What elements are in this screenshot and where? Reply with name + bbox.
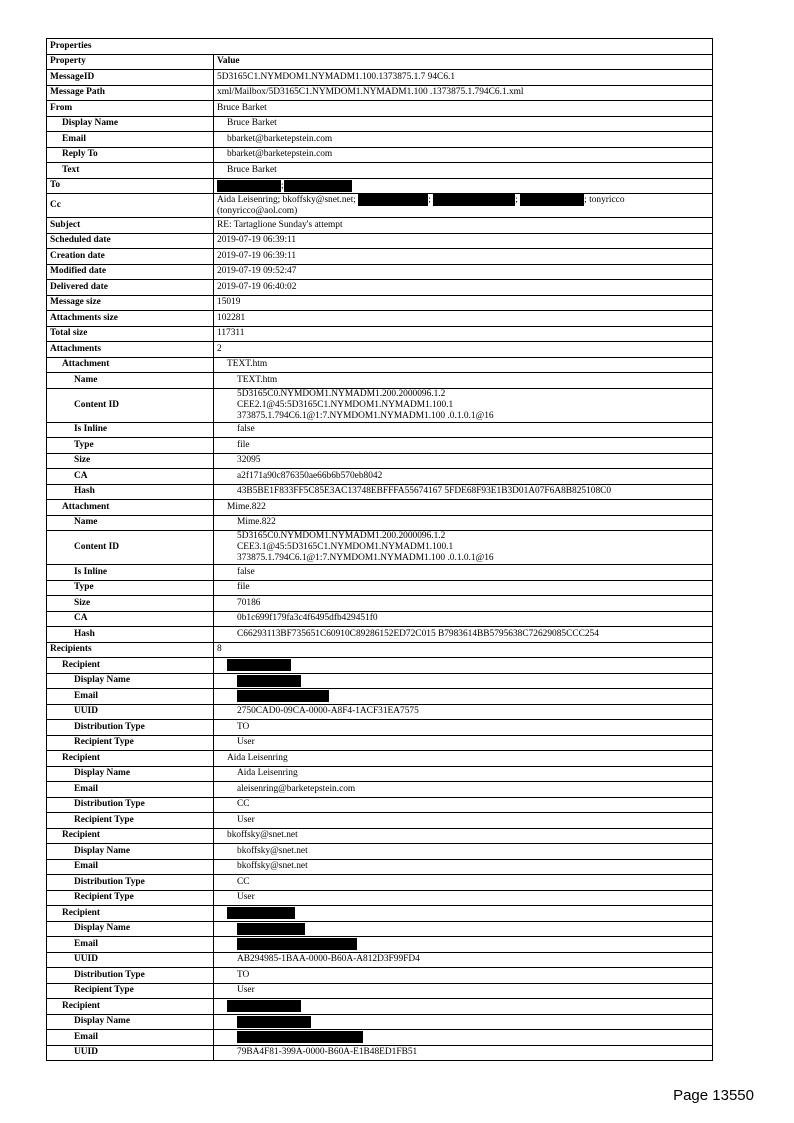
table-row <box>47 484 713 500</box>
property-value: AB294985-1BAA-0000-B60A-A812D3F99FD4 <box>214 952 713 968</box>
table-row <box>47 828 713 844</box>
property-name: Email <box>47 1030 214 1046</box>
redaction-block <box>433 194 515 206</box>
property-name: Distribution Type <box>47 720 214 736</box>
redaction-block <box>237 690 329 702</box>
table-row <box>47 766 713 782</box>
table-row <box>47 906 713 922</box>
table-row <box>47 565 713 581</box>
property-name: Is Inline <box>47 422 214 438</box>
property-name: Scheduled date <box>47 233 214 249</box>
cc-line <box>217 194 709 206</box>
redaction-block <box>237 1031 363 1043</box>
property-name: Recipient Type <box>47 813 214 829</box>
property-value <box>214 658 713 674</box>
table-row <box>47 580 713 596</box>
table-row <box>47 611 713 627</box>
property-name: Display Name <box>47 116 214 132</box>
property-value: 8 <box>214 642 713 658</box>
property-name: Hash <box>47 627 214 643</box>
table-row <box>47 500 713 516</box>
property-value: TEXT.htm <box>214 373 713 389</box>
property-name: Subject <box>47 218 214 234</box>
property-value: 0b1c699f179fa3c4f6495dfb429451f0 <box>214 611 713 627</box>
property-value: 2019-07-19 06:39:11 <box>214 233 713 249</box>
content-id-line: 373875.1.794C6.1@1:7.NYMDOM1.NYMADM1.100 .0.1.0.1@16 <box>237 553 494 564</box>
property-value <box>214 531 713 565</box>
redaction-block <box>520 194 584 206</box>
property-value: a2f171a90c876350ae66b6b570eb8042 <box>214 469 713 485</box>
property-value: Bruce Barket <box>214 101 713 117</box>
property-name: Message Path <box>47 85 214 101</box>
property-name: Email <box>47 859 214 875</box>
property-name: UUID <box>47 952 214 968</box>
property-name: Recipient <box>47 999 214 1015</box>
property-name: From <box>47 101 214 117</box>
property-name: Creation date <box>47 249 214 265</box>
property-value <box>214 921 713 937</box>
header-property: Property <box>47 54 214 70</box>
property-name: Display Name <box>47 1014 214 1030</box>
property-name: Attachments size <box>47 311 214 327</box>
table-row <box>47 264 713 280</box>
table-row <box>47 658 713 674</box>
redaction-block <box>227 907 295 919</box>
redaction-block <box>227 1000 301 1012</box>
cc-text: ; tonyricco <box>584 195 625 206</box>
property-name: Total size <box>47 326 214 342</box>
property-value: User <box>214 735 713 751</box>
redaction-block <box>227 659 291 671</box>
property-value: false <box>214 565 713 581</box>
table-row <box>47 875 713 891</box>
property-name: Type <box>47 580 214 596</box>
cc-line: (tonyricco@aol.com) <box>217 206 298 217</box>
property-name: Delivered date <box>47 280 214 296</box>
separator: ; <box>515 195 518 206</box>
property-value: bbarket@barketepstein.com <box>214 147 713 163</box>
property-name: Distribution Type <box>47 968 214 984</box>
table-row <box>47 194 713 218</box>
table-row <box>47 968 713 984</box>
table-row <box>47 751 713 767</box>
table-row <box>47 782 713 798</box>
property-name: Email <box>47 689 214 705</box>
table-row <box>47 132 713 148</box>
table-row <box>47 326 713 342</box>
table-row <box>47 515 713 531</box>
property-name: Is Inline <box>47 565 214 581</box>
content-id-line: 373875.1.794C6.1@1:7.NYMDOM1.NYMADM1.100 .0.1.0.1@16 <box>237 410 494 421</box>
property-value: 2 <box>214 342 713 358</box>
property-value <box>214 1030 713 1046</box>
property-value: TEXT.htm <box>214 357 713 373</box>
property-name: UUID <box>47 1045 214 1061</box>
table-row <box>47 85 713 101</box>
property-value: User <box>214 983 713 999</box>
table-row <box>47 453 713 469</box>
property-name: Size <box>47 596 214 612</box>
table-row <box>47 295 713 311</box>
table-row <box>47 720 713 736</box>
table-row <box>47 1014 713 1030</box>
property-value: file <box>214 580 713 596</box>
property-value: C66293113BF735651C60910C89286152ED72C015 B7983614BB5795638C72629085CCC254 <box>214 627 713 643</box>
property-name: Recipients <box>47 642 214 658</box>
property-value <box>214 388 713 422</box>
separator: ; <box>428 195 431 206</box>
property-value: Aida Leisenring <box>214 766 713 782</box>
table-row <box>47 1045 713 1061</box>
table-row <box>47 469 713 485</box>
property-value: User <box>214 813 713 829</box>
property-value: file <box>214 438 713 454</box>
table-row <box>47 689 713 705</box>
header-value: Value <box>214 54 713 70</box>
property-name: Recipient Type <box>47 735 214 751</box>
property-value <box>214 1014 713 1030</box>
table-row <box>47 937 713 953</box>
table-row <box>47 280 713 296</box>
property-name: Size <box>47 453 214 469</box>
table-row <box>47 422 713 438</box>
table-row <box>47 116 713 132</box>
property-value: CC <box>214 875 713 891</box>
separator: ; <box>281 180 284 191</box>
property-name: CA <box>47 611 214 627</box>
table-row <box>47 147 713 163</box>
table-row <box>47 373 713 389</box>
property-value: CC <box>214 797 713 813</box>
property-name: Display Name <box>47 766 214 782</box>
table-row <box>47 531 713 565</box>
table-row <box>47 1030 713 1046</box>
property-name: Text <box>47 163 214 179</box>
table-row <box>47 642 713 658</box>
property-name: Attachment <box>47 500 214 516</box>
property-value: Aida Leisenring <box>214 751 713 767</box>
property-value: 102281 <box>214 311 713 327</box>
property-value: 32095 <box>214 453 713 469</box>
property-name: Distribution Type <box>47 875 214 891</box>
table-row <box>47 797 713 813</box>
table-row <box>47 813 713 829</box>
property-name: Recipient Type <box>47 983 214 999</box>
property-value: Mime.822 <box>214 500 713 516</box>
table-row <box>47 438 713 454</box>
redaction-block <box>237 938 357 950</box>
page-number: Page 13550 <box>673 1087 754 1104</box>
property-name: Cc <box>47 194 214 218</box>
property-name: Email <box>47 782 214 798</box>
property-value: RE: Tartaglione Sunday's attempt <box>214 218 713 234</box>
redaction-block <box>284 180 352 192</box>
property-name: Reply To <box>47 147 214 163</box>
property-name: Display Name <box>47 844 214 860</box>
property-name: Recipient <box>47 906 214 922</box>
content-id-line: CEE2.1@45:5D3165C1.NYMDOM1.NYMADM1.100.1 <box>237 399 454 410</box>
property-name: Name <box>47 373 214 389</box>
table-row <box>47 627 713 643</box>
property-name: Message size <box>47 295 214 311</box>
cc-text: Aida Leisenring; bkoffsky@snet.net; <box>217 195 356 206</box>
table-row <box>47 999 713 1015</box>
property-value: bbarket@barketepstein.com <box>214 132 713 148</box>
table-row <box>47 735 713 751</box>
content-id-line: 5D3165C0.NYMDOM1.NYMADM1.200.2000096.1.2 <box>237 388 446 399</box>
property-value: 2019-07-19 09:52:47 <box>214 264 713 280</box>
table-row <box>47 388 713 422</box>
content-id-line: 5D3165C0.NYMDOM1.NYMADM1.200.2000096.1.2 <box>237 531 446 542</box>
property-name: To <box>47 178 214 194</box>
property-name: Email <box>47 937 214 953</box>
table-row <box>47 890 713 906</box>
property-value: 117311 <box>214 326 713 342</box>
table-row <box>47 673 713 689</box>
table-row <box>47 249 713 265</box>
property-value: User <box>214 890 713 906</box>
table-row <box>47 704 713 720</box>
table-row <box>47 233 713 249</box>
property-value: 5D3165C1.NYMDOM1.NYMADM1.100.1373875.1.7 94C6.1 <box>214 70 713 86</box>
property-name: Distribution Type <box>47 797 214 813</box>
property-value <box>214 906 713 922</box>
property-value: 79BA4F81-399A-0000-B60A-E1B48ED1FB51 <box>214 1045 713 1061</box>
property-value: Bruce Barket <box>214 163 713 179</box>
table-row <box>47 952 713 968</box>
property-value: 15019 <box>214 295 713 311</box>
property-name: Attachments <box>47 342 214 358</box>
property-name: Email <box>47 132 214 148</box>
table-row <box>47 921 713 937</box>
property-value: 2019-07-19 06:39:11 <box>214 249 713 265</box>
property-value <box>214 689 713 705</box>
property-name: MessageID <box>47 70 214 86</box>
table-row <box>47 163 713 179</box>
table-row <box>47 178 713 194</box>
property-name: Recipient <box>47 828 214 844</box>
property-value <box>214 194 713 218</box>
table-title-row <box>47 39 713 55</box>
table-row <box>47 101 713 117</box>
property-value: 43B5BE1F833FF5C85E3AC13748EBFFFA55674167 5FDE68F93E1B3D01A07F6A8B825108C0 <box>214 484 713 500</box>
property-name: Hash <box>47 484 214 500</box>
property-name: Modified date <box>47 264 214 280</box>
property-value <box>214 937 713 953</box>
redaction-block <box>358 194 428 206</box>
property-name: Display Name <box>47 921 214 937</box>
property-name: Recipient Type <box>47 890 214 906</box>
property-value: 2019-07-19 06:40:02 <box>214 280 713 296</box>
table-header-row <box>47 54 713 70</box>
table-row <box>47 357 713 373</box>
table-row <box>47 844 713 860</box>
property-name: Recipient <box>47 658 214 674</box>
property-name: Name <box>47 515 214 531</box>
redaction-block <box>237 1016 311 1028</box>
table-row <box>47 596 713 612</box>
table-row <box>47 218 713 234</box>
property-name: Display Name <box>47 673 214 689</box>
property-name: Type <box>47 438 214 454</box>
table-row <box>47 311 713 327</box>
property-value: TO <box>214 720 713 736</box>
property-value <box>214 178 713 194</box>
table-row <box>47 859 713 875</box>
property-name: Content ID <box>47 531 214 565</box>
property-name: UUID <box>47 704 214 720</box>
property-value: aleisenring@barketepstein.com <box>214 782 713 798</box>
property-value: bkoffsky@snet.net <box>214 859 713 875</box>
table-row <box>47 70 713 86</box>
property-value: false <box>214 422 713 438</box>
property-value <box>214 999 713 1015</box>
property-value <box>214 673 713 689</box>
redaction-block <box>217 180 281 192</box>
property-value: 2750CAD0-09CA-0000-A8F4-1ACF31EA7575 <box>214 704 713 720</box>
property-name: Recipient <box>47 751 214 767</box>
table-title: Properties <box>47 39 713 55</box>
redaction-block <box>237 923 305 935</box>
content-id-line: CEE3.1@45:5D3165C1.NYMDOM1.NYMADM1.100.1 <box>237 542 454 553</box>
property-value: 70186 <box>214 596 713 612</box>
property-value: TO <box>214 968 713 984</box>
property-name: CA <box>47 469 214 485</box>
property-value: xml/Mailbox/5D3165C1.NYMDOM1.NYMADM1.100 .1373875.1.794C6.1.xml <box>214 85 713 101</box>
property-value: Mime.822 <box>214 515 713 531</box>
property-name: Attachment <box>47 357 214 373</box>
table-row <box>47 342 713 358</box>
property-name: Content ID <box>47 388 214 422</box>
property-value: bkoffsky@snet.net <box>214 828 713 844</box>
properties-table <box>46 38 713 1061</box>
property-value: bkoffsky@snet.net <box>214 844 713 860</box>
redaction-block <box>237 675 301 687</box>
table-row <box>47 983 713 999</box>
property-value: Bruce Barket <box>214 116 713 132</box>
